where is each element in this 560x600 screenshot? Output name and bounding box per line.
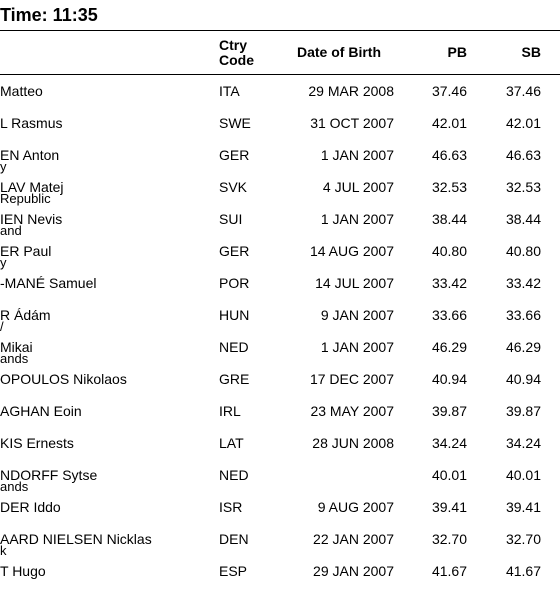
table-row	[0, 403, 560, 435]
page-title: Time: 11:35	[0, 5, 98, 25]
table-row	[0, 115, 560, 147]
country-code: IRL	[219, 403, 241, 419]
header-season-best: SB	[521, 44, 541, 60]
season-best: 40.80	[505, 243, 541, 259]
date-of-birth: 31 OCT 2007	[310, 115, 394, 131]
personal-best: 40.80	[431, 243, 467, 259]
athlete-name: L Rasmus	[0, 115, 63, 131]
season-best: 41.67	[505, 563, 541, 579]
date-of-birth: 28 JUN 2008	[312, 435, 394, 451]
country-code: NED	[219, 467, 249, 483]
athlete-country: ands	[0, 351, 29, 366]
header-personal-best: PB	[447, 44, 467, 60]
athlete-name: KIS Ernests	[0, 435, 74, 451]
header-country-code-line-2: Code	[219, 52, 254, 68]
personal-best: 39.87	[431, 403, 467, 419]
date-of-birth: 1 JAN 2007	[320, 211, 394, 227]
table-row	[0, 243, 560, 275]
date-of-birth: 14 AUG 2007	[309, 243, 394, 259]
athlete-name: EN Anton	[0, 147, 60, 163]
date-of-birth: 1 JAN 2007	[320, 147, 394, 163]
header-rule	[0, 74, 560, 75]
season-best: 40.01	[505, 467, 541, 483]
date-of-birth: 22 JAN 2007	[313, 531, 394, 547]
date-of-birth: 17 DEC 2007	[309, 371, 394, 387]
season-best: 46.29	[505, 339, 541, 355]
top-rule	[0, 30, 560, 31]
athlete-name: Matteo	[0, 83, 43, 99]
athlete-country: Republic	[0, 191, 51, 206]
header-country-code-line-1: Ctry	[219, 37, 248, 53]
country-code: GRE	[219, 371, 250, 387]
season-best: 39.87	[505, 403, 541, 419]
country-code: ESP	[219, 563, 248, 579]
athlete-name: IEN Nevis	[0, 211, 63, 227]
personal-best: 33.42	[431, 275, 467, 291]
season-best: 42.01	[505, 115, 541, 131]
athlete-name: AGHAN Eoin	[0, 403, 82, 419]
country-code: DEN	[219, 531, 249, 547]
personal-best: 37.46	[431, 83, 467, 99]
season-best: 37.46	[505, 83, 541, 99]
country-code: SWE	[219, 115, 251, 131]
season-best: 38.44	[505, 211, 541, 227]
personal-best: 38.44	[431, 211, 467, 227]
athlete-name: T Hugo	[0, 563, 46, 579]
athlete-country: and	[0, 223, 22, 238]
table-row	[0, 531, 560, 563]
country-code: LAT	[219, 435, 244, 451]
table-row	[0, 147, 560, 179]
athlete-name: ER Paul	[0, 243, 52, 259]
date-of-birth: 29 JAN 2007	[313, 563, 394, 579]
country-code: ISR	[219, 499, 243, 515]
date-of-birth: 14 JUL 2007	[315, 275, 394, 291]
country-code: GER	[219, 147, 250, 163]
personal-best: 40.94	[431, 371, 467, 387]
date-of-birth: 23 MAY 2007	[310, 403, 394, 419]
athlete-name: AARD NIELSEN Nicklas	[0, 531, 152, 547]
personal-best: 41.67	[431, 563, 467, 579]
table-row	[0, 499, 560, 531]
season-best: 33.42	[505, 275, 541, 291]
season-best: 32.53	[505, 179, 541, 195]
table-row	[0, 211, 560, 243]
table-row	[0, 275, 560, 307]
athlete-name: R Ádám	[0, 307, 51, 323]
header-country-code	[219, 38, 254, 68]
personal-best: 34.24	[431, 435, 467, 451]
country-code: GER	[219, 243, 250, 259]
personal-best: 46.29	[431, 339, 467, 355]
personal-best: 40.01	[431, 467, 467, 483]
personal-best: 39.41	[431, 499, 467, 515]
date-of-birth: 1 JAN 2007	[320, 339, 394, 355]
personal-best: 33.66	[431, 307, 467, 323]
table-row	[0, 307, 560, 339]
athlete-name: NDORFF Sytse	[0, 467, 98, 483]
table-row	[0, 83, 560, 115]
country-code: NED	[219, 339, 249, 355]
table-row	[0, 467, 560, 499]
country-code: SUI	[219, 211, 243, 227]
athlete-country: ands	[0, 479, 29, 494]
season-best: 46.63	[505, 147, 541, 163]
personal-best: 42.01	[431, 115, 467, 131]
country-code: HUN	[219, 307, 250, 323]
athlete-name: -MANÉ Samuel	[0, 275, 97, 291]
season-best: 32.70	[505, 531, 541, 547]
date-of-birth: 4 JUL 2007	[322, 179, 394, 195]
athlete-name: DER Iddo	[0, 499, 61, 515]
season-best: 40.94	[505, 371, 541, 387]
personal-best: 32.70	[431, 531, 467, 547]
personal-best: 32.53	[431, 179, 467, 195]
table-row	[0, 339, 560, 371]
table-row	[0, 179, 560, 211]
personal-best: 46.63	[431, 147, 467, 163]
season-best: 39.41	[505, 499, 541, 515]
athlete-name: LAV Matej	[0, 179, 64, 195]
season-best: 34.24	[505, 435, 541, 451]
date-of-birth: 9 AUG 2007	[317, 499, 394, 515]
country-code: ITA	[219, 83, 240, 99]
athlete-country: y	[0, 255, 7, 270]
table-row	[0, 371, 560, 403]
country-code: SVK	[219, 179, 248, 195]
table-row	[0, 435, 560, 467]
date-of-birth: 9 JAN 2007	[320, 307, 394, 323]
country-code: POR	[219, 275, 250, 291]
athlete-country: /	[0, 319, 4, 334]
date-of-birth: 29 MAR 2008	[308, 83, 394, 99]
season-best: 33.66	[505, 307, 541, 323]
athlete-name: OPOULOS Nikolaos	[0, 371, 127, 387]
athlete-name: Mikai	[0, 339, 33, 355]
athlete-country: y	[0, 159, 7, 174]
header-date-of-birth: Date of Birth	[297, 44, 381, 60]
table-row	[0, 563, 560, 595]
athlete-country: k	[0, 543, 7, 558]
